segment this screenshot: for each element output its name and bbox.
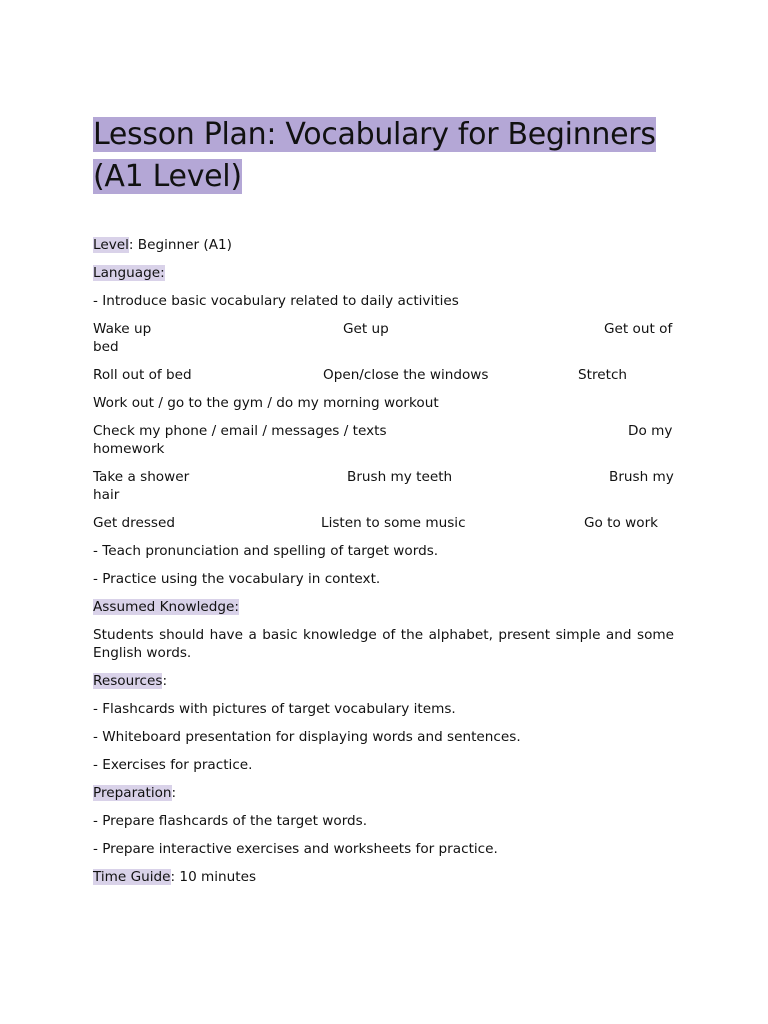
teach-line: - Teach pronunciation and spelling of target words. [93, 543, 439, 559]
vocab-wake-up: Wake up [93, 321, 152, 337]
assumed-knowledge-text: Students should have a basic knowledge of the alphabet, present simple and some English words. [93, 627, 674, 661]
vocab-do-my: Do my [628, 423, 673, 439]
vocab-row-3 [93, 394, 674, 412]
page-title [93, 114, 674, 198]
vocab-brush-my: Brush my [609, 469, 674, 485]
title-line-1: Lesson Plan: Vocabulary for Beginners [93, 117, 656, 152]
vocab-row-2 [93, 366, 674, 384]
vocab-get-dressed: Get dressed [93, 515, 175, 531]
time-guide-line [93, 868, 674, 886]
preparation-item: - Prepare interactive exercises and worksheets for practice. [93, 841, 498, 857]
practice-line: - Practice using the vocabulary in context. [93, 571, 381, 587]
language-label: Language: [93, 265, 165, 281]
title-line-2: (A1 Level) [93, 159, 242, 194]
resource-item: - Exercises for practice. [93, 757, 253, 773]
vocab-row-1 [93, 320, 674, 356]
vocab-get-out-of: Get out of [604, 321, 673, 337]
vocab-take-shower: Take a shower [93, 469, 190, 485]
language-line [93, 264, 674, 282]
vocab-do-my-wrap: homework [93, 441, 165, 457]
time-guide-label: Time Guide [93, 869, 171, 885]
assumed-knowledge-label: Assumed Knowledge: [93, 599, 239, 615]
level-line [93, 236, 674, 254]
assumed-knowledge-heading [93, 598, 674, 616]
preparation-heading [93, 784, 674, 802]
resources-suffix: : [162, 673, 168, 689]
vocab-open-close-windows: Open/close the windows [323, 367, 489, 383]
resource-item: - Flashcards with pictures of target vocabulary items. [93, 701, 456, 717]
vocab-get-out-of-wrap: bed [93, 339, 119, 355]
vocab-check-phone: Check my phone / email / messages / texts [93, 423, 387, 439]
level-label: Level [93, 237, 129, 253]
vocab-row-6 [93, 514, 674, 532]
preparation-item: - Prepare flashcards of the target words. [93, 813, 368, 829]
resources-heading [93, 672, 674, 690]
preparation-label: Preparation [93, 785, 172, 801]
vocab-row-4 [93, 422, 674, 458]
preparation-suffix: : [171, 785, 177, 801]
vocab-get-up: Get up [343, 321, 389, 337]
vocab-go-to-work: Go to work [584, 515, 659, 531]
vocab-brush-my-wrap: hair [93, 487, 120, 503]
time-guide-value: : 10 minutes [170, 869, 257, 885]
vocab-row-5 [93, 468, 674, 504]
vocab-brush-teeth: Brush my teeth [347, 469, 453, 485]
vocab-listen-music: Listen to some music [321, 515, 466, 531]
resource-item: - Whiteboard presentation for displaying words and sentences. [93, 729, 521, 745]
level-value: : Beginner (A1) [128, 237, 232, 253]
intro-line: - Introduce basic vocabulary related to daily activities [93, 293, 459, 309]
resources-label: Resources [93, 673, 163, 689]
vocab-roll-out-of-bed: Roll out of bed [93, 367, 192, 383]
vocab-work-out: Work out / go to the gym / do my morning workout [93, 395, 439, 411]
vocab-stretch: Stretch [578, 367, 628, 383]
